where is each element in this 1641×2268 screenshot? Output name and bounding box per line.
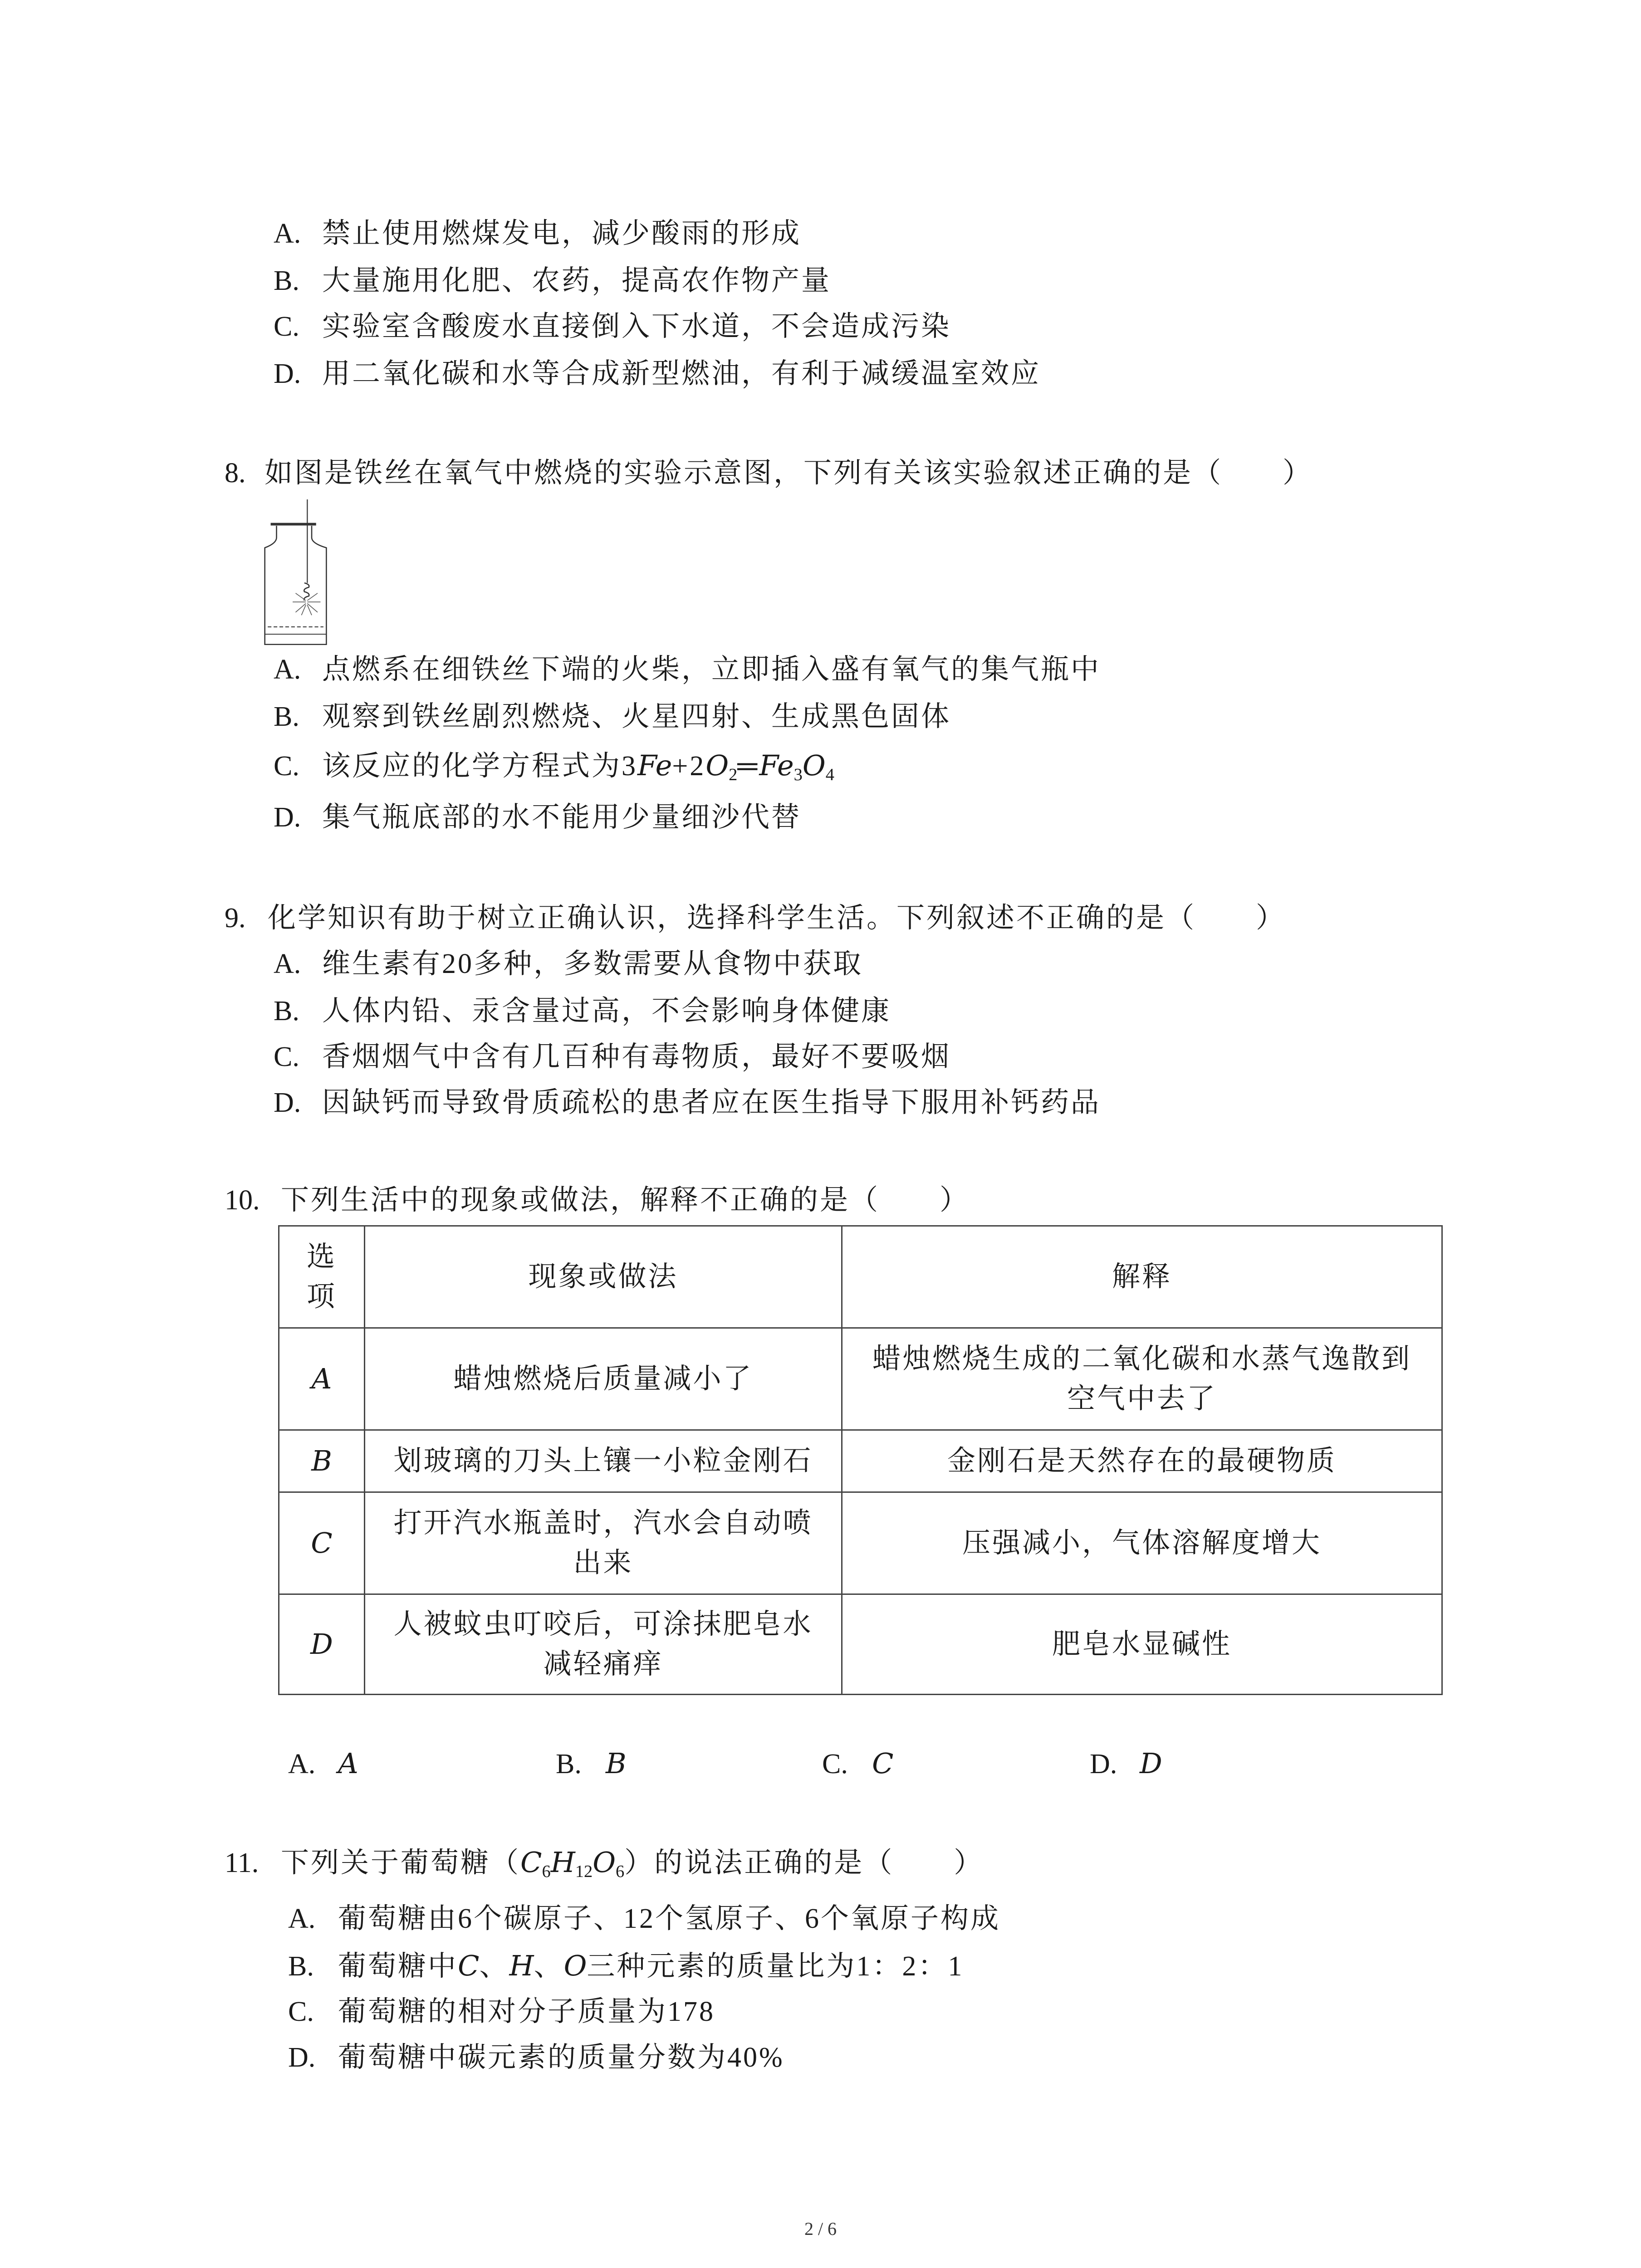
option-label: B. — [274, 701, 299, 732]
table-row — [279, 1328, 1442, 1430]
option-text: 葡萄糖由6个碳原子、12个氢原子、6个氧原子构成 — [338, 1903, 1001, 1934]
explanation-table — [278, 1225, 1443, 1695]
option-text: 该反应的化学方程式为 — [322, 751, 622, 782]
choice-value: C — [872, 1747, 894, 1780]
option-label: D. — [274, 358, 301, 389]
option-text: 大量施用化肥、农药，提高农作物产量 — [322, 265, 832, 296]
question-text: 下列生活中的现象或做法，解释不正确的是（ ） — [281, 1185, 970, 1216]
question-11-option-d — [288, 2039, 784, 2076]
text-run: 3 — [622, 751, 638, 782]
cell-text: 蜡烛燃烧后质量减小了 — [453, 1364, 753, 1394]
question-8-option-a — [274, 651, 1101, 688]
option-label: A. — [274, 654, 301, 685]
question-11-option-a — [288, 1901, 1000, 1937]
table-cell-option — [279, 1430, 365, 1492]
italic-symbol: O — [593, 1846, 616, 1879]
option-text: 集气瓶底部的水不能用少量细沙代替 — [322, 802, 802, 833]
option-label: B. — [274, 996, 299, 1026]
question-10-choice-d — [1090, 1745, 1162, 1782]
option-label: A. — [288, 1903, 316, 1934]
question-9-option-d — [274, 1085, 1101, 1121]
italic-symbol: O — [563, 1949, 587, 1982]
italic-symbol: H — [509, 1949, 534, 1982]
question-8-option-b — [274, 699, 951, 735]
option-label: B. — [274, 265, 299, 296]
text-run: 下列关于葡萄糖（ — [281, 1848, 521, 1878]
option-label: D. — [288, 2042, 316, 2073]
question-11-stem — [225, 1844, 984, 1881]
spark — [296, 593, 306, 601]
italic-symbol: Fe — [637, 749, 672, 782]
header-text: 现象或做法 — [528, 1261, 678, 1292]
subscript: 2 — [729, 765, 738, 784]
question-number: 10. — [225, 1185, 260, 1216]
option-text: 点燃系在细铁丝下端的火柴，立即插入盛有氧气的集气瓶中 — [322, 654, 1101, 685]
text-run: +2 — [672, 751, 706, 782]
italic-symbol: Fe — [759, 749, 794, 782]
italic-symbol: O — [705, 749, 729, 782]
option-letter: A — [311, 1362, 332, 1395]
question-text: 如图是铁丝在氧气中燃烧的实验示意图，下列有关该实验叙述正确的是（ ） — [265, 458, 1313, 489]
table-header-explanation — [842, 1226, 1442, 1328]
prev-question-option-c — [274, 308, 951, 345]
question-8-stem — [225, 455, 1313, 491]
text-run: 、 — [534, 1951, 564, 1982]
table-cell-explanation — [842, 1492, 1442, 1594]
choice-value: A — [338, 1747, 358, 1780]
choice-value: B — [606, 1747, 627, 1780]
subscript: 12 — [575, 1862, 593, 1881]
text-run: ═ — [737, 751, 759, 782]
option-text: 葡萄糖的相对分子质量为178 — [338, 1996, 715, 2027]
prev-question-option-a — [274, 215, 801, 252]
italic-symbol: H — [550, 1846, 575, 1879]
choice-label: D. — [1090, 1749, 1117, 1779]
option-letter: C — [311, 1526, 333, 1559]
table-cell-option — [279, 1594, 365, 1695]
table-cell-explanation — [842, 1594, 1442, 1695]
option-text: 维生素有20多种，多数需要从食物中获取 — [322, 948, 863, 979]
question-9-option-c — [274, 1039, 951, 1075]
subscript: 6 — [542, 1862, 551, 1881]
question-text: 化学知识有助于树立正确认识，选择科学生活。下列叙述不正确的是（ ） — [268, 903, 1286, 934]
cell-text: 金刚石是天然存在的最硬物质 — [947, 1446, 1337, 1476]
subscript: 4 — [825, 765, 834, 784]
question-8-option-d — [274, 799, 801, 836]
question-9-option-b — [274, 993, 891, 1029]
question-11-option-c — [288, 1994, 715, 2030]
table-cell-explanation — [842, 1430, 1442, 1492]
wire-coil — [304, 583, 309, 601]
option-text: 禁止使用燃煤发电，减少酸雨的形成 — [322, 218, 802, 249]
table-row — [279, 1594, 1442, 1695]
option-text: 人体内铅、汞含量过高，不会影响身体健康 — [322, 996, 892, 1026]
cell-text: 人被蚊虫叮咬后，可涂抹肥皂水减轻痛痒 — [393, 1609, 813, 1680]
option-text: 用二氧化碳和水等合成新型燃油，有利于减缓温室效应 — [322, 358, 1041, 389]
italic-symbol: C — [520, 1846, 542, 1879]
option-label: B. — [288, 1951, 314, 1982]
cell-text: 划玻璃的刀头上镶一小粒金刚石 — [393, 1446, 813, 1476]
option-text: 观察到铁丝剧烈燃烧、火星四射、生成黑色固体 — [322, 701, 951, 732]
question-10-choice-b — [556, 1745, 627, 1782]
choice-label: A. — [288, 1749, 316, 1779]
cell-text: 蜡烛燃烧生成的二氧化碳和水蒸气逸散到空气中去了 — [872, 1344, 1411, 1414]
cell-text: 打开汽水瓶盖时，汽水会自动喷出来 — [393, 1508, 813, 1579]
question-9-option-a — [274, 946, 863, 982]
table-header-option — [279, 1226, 365, 1328]
prev-question-option-d — [274, 356, 1041, 392]
option-text: 葡萄糖中碳元素的质量分数为40% — [338, 2042, 784, 2073]
option-label: C. — [288, 1996, 314, 2027]
question-10-choice-a — [288, 1745, 358, 1782]
question-9-stem — [225, 900, 1286, 936]
gas-jar-illustration — [263, 499, 328, 646]
text-run: ）的说法正确的是（ ） — [624, 1848, 984, 1878]
question-10-choice-c — [822, 1745, 893, 1782]
choice-value: D — [1140, 1747, 1162, 1780]
table-cell-option — [279, 1492, 365, 1594]
text-run: 三种元素的质量比为1：2：1 — [587, 1951, 964, 1982]
option-label: C. — [274, 751, 299, 782]
header-text: 选项 — [306, 1242, 337, 1312]
option-letter: D — [310, 1627, 333, 1661]
table-cell-phenomenon — [365, 1328, 842, 1430]
cell-text: 肥皂水显碱性 — [1052, 1629, 1232, 1660]
option-label: D. — [274, 1087, 301, 1118]
chemical-equation — [622, 751, 834, 782]
option-label: C. — [274, 311, 299, 342]
table-header-phenomenon — [365, 1226, 842, 1328]
subscript: 6 — [616, 1862, 625, 1881]
option-label: A. — [274, 948, 301, 979]
italic-symbol: C — [458, 1949, 480, 1982]
question-text — [281, 1846, 984, 1881]
question-number: 8. — [225, 458, 246, 489]
table-cell-option — [279, 1328, 365, 1430]
header-text: 解释 — [1112, 1261, 1172, 1292]
text-run: 葡萄糖中 — [338, 1951, 458, 1982]
subscript: 3 — [794, 765, 803, 784]
option-letter: B — [311, 1444, 332, 1477]
option-label: A. — [274, 218, 301, 249]
option-text — [338, 1951, 964, 1982]
table-cell-phenomenon — [365, 1492, 842, 1594]
table-cell-explanation — [842, 1328, 1442, 1430]
table-row — [279, 1492, 1442, 1594]
option-label: D. — [274, 802, 301, 833]
table-cell-phenomenon — [365, 1430, 842, 1492]
option-text: 因缺钙而导致骨质疏松的患者应在医生指导下服用补钙药品 — [322, 1087, 1101, 1118]
page-number: 2 / 6 — [804, 2219, 837, 2239]
question-number: 11. — [225, 1848, 259, 1878]
question-10-stem — [225, 1182, 970, 1218]
text-run: 、 — [479, 1951, 509, 1982]
question-11-option-b — [288, 1948, 964, 1984]
cell-text: 压强减小，气体溶解度增大 — [962, 1528, 1322, 1559]
glass-lid — [271, 523, 316, 526]
option-text: 实验室含酸废水直接倒入下水道，不会造成污染 — [322, 311, 951, 342]
table-header-row — [279, 1226, 1442, 1328]
prev-question-option-b — [274, 263, 831, 299]
italic-symbol: O — [802, 749, 826, 782]
option-text: 香烟烟气中含有几百种有毒物质，最好不要吸烟 — [322, 1041, 951, 1072]
question-number: 9. — [225, 903, 246, 934]
question-8-option-c — [274, 748, 834, 784]
table-row — [279, 1430, 1442, 1492]
choice-label: C. — [822, 1749, 848, 1779]
choice-label: B. — [556, 1749, 582, 1779]
option-label: C. — [274, 1041, 299, 1072]
table-cell-phenomenon — [365, 1594, 842, 1695]
